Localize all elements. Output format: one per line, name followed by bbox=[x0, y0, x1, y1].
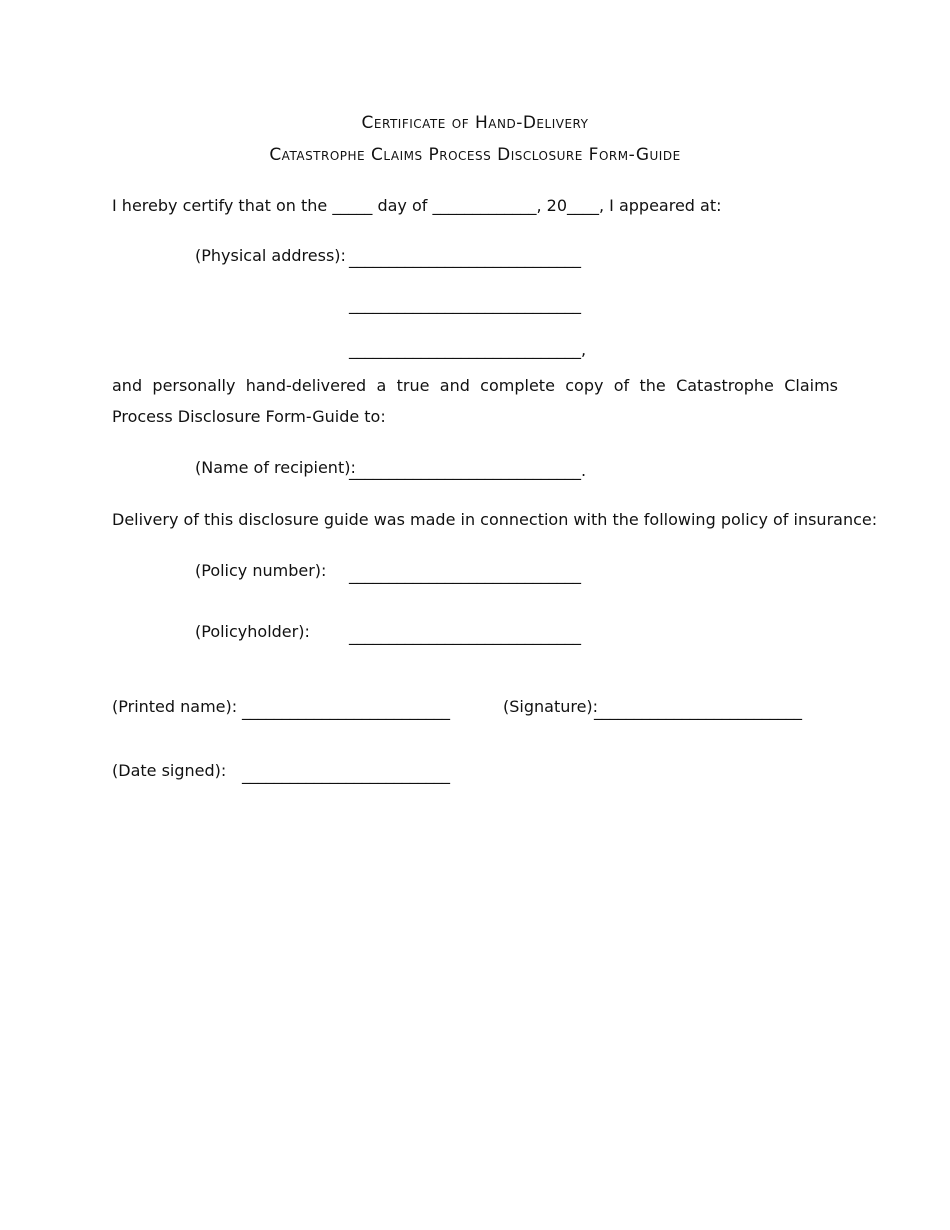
policyholder-label: (Policyholder): bbox=[195, 622, 310, 641]
recipient-label: (Name of recipient): bbox=[195, 458, 356, 477]
date-signed-label: (Date signed): bbox=[112, 761, 227, 780]
policy-intro-line: Delivery of this disclosure guide was made in connection with the following policy of insurance: bbox=[112, 510, 878, 529]
signature-label: (Signature): bbox=[503, 697, 599, 716]
signature-blank[interactable]: __________________________ bbox=[594, 701, 802, 720]
address-blank-2[interactable]: _____________________________ bbox=[349, 295, 581, 314]
address-blank-1[interactable]: _____________________________ bbox=[349, 249, 581, 268]
printed-name-label: (Printed name): bbox=[112, 697, 238, 716]
recipient-blank[interactable]: _____________________________. bbox=[349, 461, 587, 480]
policy-number-label: (Policy number): bbox=[195, 561, 327, 580]
policy-number-blank[interactable]: _____________________________ bbox=[349, 565, 581, 584]
printed-name-blank[interactable]: __________________________ bbox=[242, 701, 450, 720]
delivery-paragraph: and personally hand-delivered a true and complete copy of the Catastrophe Claims Process Disclosure Form-Guide to: bbox=[112, 376, 838, 426]
physical-address-label: (Physical address): bbox=[195, 246, 346, 265]
policyholder-blank[interactable]: _____________________________ bbox=[349, 626, 581, 645]
document-subtitle: Catastrophe Claims Process Disclosure Form-Guide bbox=[269, 145, 681, 165]
date-signed-blank[interactable]: __________________________ bbox=[242, 765, 450, 784]
document-title: Certificate of Hand-Delivery bbox=[361, 113, 589, 133]
address-blank-3[interactable]: _____________________________, bbox=[349, 340, 587, 359]
intro-certification-line: I hereby certify that on the _____ day of _____________, 20____, I appeared at: bbox=[112, 196, 722, 215]
